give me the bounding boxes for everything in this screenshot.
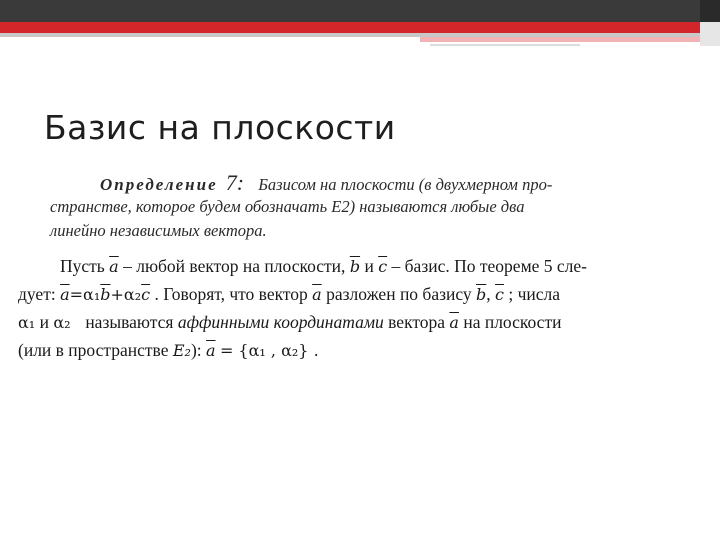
vector-b: $\overline{b}$ xyxy=(349,257,361,276)
definition-number: 7: xyxy=(225,170,245,195)
text-segment: ): xyxy=(190,340,202,360)
paragraph-line-3 xyxy=(18,308,708,336)
definition-line-3 xyxy=(50,219,705,243)
paragraph-line-2 xyxy=(18,280,708,308)
text-segment: Пусть xyxy=(60,256,105,276)
text-segment: (или в пространстве xyxy=(18,340,169,360)
light-red-band xyxy=(420,37,700,42)
slide-title: Базис на плоскости xyxy=(44,108,396,147)
vector-a: $\overline{a}$ xyxy=(109,257,119,276)
text-segment: и xyxy=(39,312,49,332)
alpha2-symbol: α₂ xyxy=(53,313,71,332)
vector-a: $\overline{a}$ xyxy=(312,285,322,304)
red-band xyxy=(0,22,700,33)
text-segment: разложен по базису xyxy=(326,284,472,304)
edge-stripe xyxy=(700,22,720,46)
definition-block xyxy=(50,171,705,243)
text-segment: дует: xyxy=(18,284,56,304)
text-segment: – базис. По теореме 5 сле- xyxy=(391,256,588,276)
vector-a: $\overline{a}$ xyxy=(60,285,70,304)
equals-sign: = xyxy=(69,285,84,304)
gray-stripe xyxy=(430,44,580,46)
paragraph-line-1 xyxy=(18,252,708,280)
comma: , xyxy=(486,284,491,304)
definition-word: Определение xyxy=(100,175,218,194)
vector-c: $\overline{c}$ xyxy=(141,285,151,304)
alpha1-symbol: α₁ xyxy=(83,285,101,304)
text-segment: на плоскости xyxy=(463,312,562,332)
affine-coordinates-term: аффинными координатами xyxy=(177,312,384,332)
text-segment: ; числа xyxy=(508,284,561,304)
vector-c: $\overline{c}$ xyxy=(495,285,505,304)
definition-text-2: странстве, которое будем обозначать E2) называются любые два xyxy=(50,197,525,216)
vector-a: $\overline{a}$ xyxy=(449,313,459,332)
vector-b: $\overline{b}$ xyxy=(100,285,111,304)
definition-text-3: линейно независимых вектора. xyxy=(50,221,267,240)
alpha2-symbol: α₂ xyxy=(123,285,142,304)
space-e2: E₂ xyxy=(172,341,191,360)
main-paragraph xyxy=(18,252,708,364)
text-segment: . Говорят, что вектор xyxy=(154,284,308,304)
definition-text-1: Базисом на плоскости (в двухмерном про- xyxy=(258,175,553,194)
alpha1-symbol: α₁ xyxy=(18,313,36,332)
definition-line-1 xyxy=(50,171,705,195)
vector-c: $\overline{c}$ xyxy=(378,257,388,276)
paragraph-line-4 xyxy=(18,336,708,364)
plus-sign: + xyxy=(110,285,124,304)
text-segment: и xyxy=(364,256,374,276)
text-segment: – любой вектор на плоскости, xyxy=(123,256,346,276)
dark-band-end xyxy=(700,0,720,22)
definition-line-2 xyxy=(50,195,705,219)
text-segment: называются xyxy=(85,312,174,332)
vector-a: $\overline{a}$ xyxy=(206,341,216,360)
dark-band xyxy=(0,0,700,22)
top-decoration-bands xyxy=(0,0,720,50)
coordinates-formula: = {α₁ , α₂} . xyxy=(219,341,319,360)
text-segment: вектора xyxy=(388,312,446,332)
vector-b: $\overline{b}$ xyxy=(476,285,487,304)
